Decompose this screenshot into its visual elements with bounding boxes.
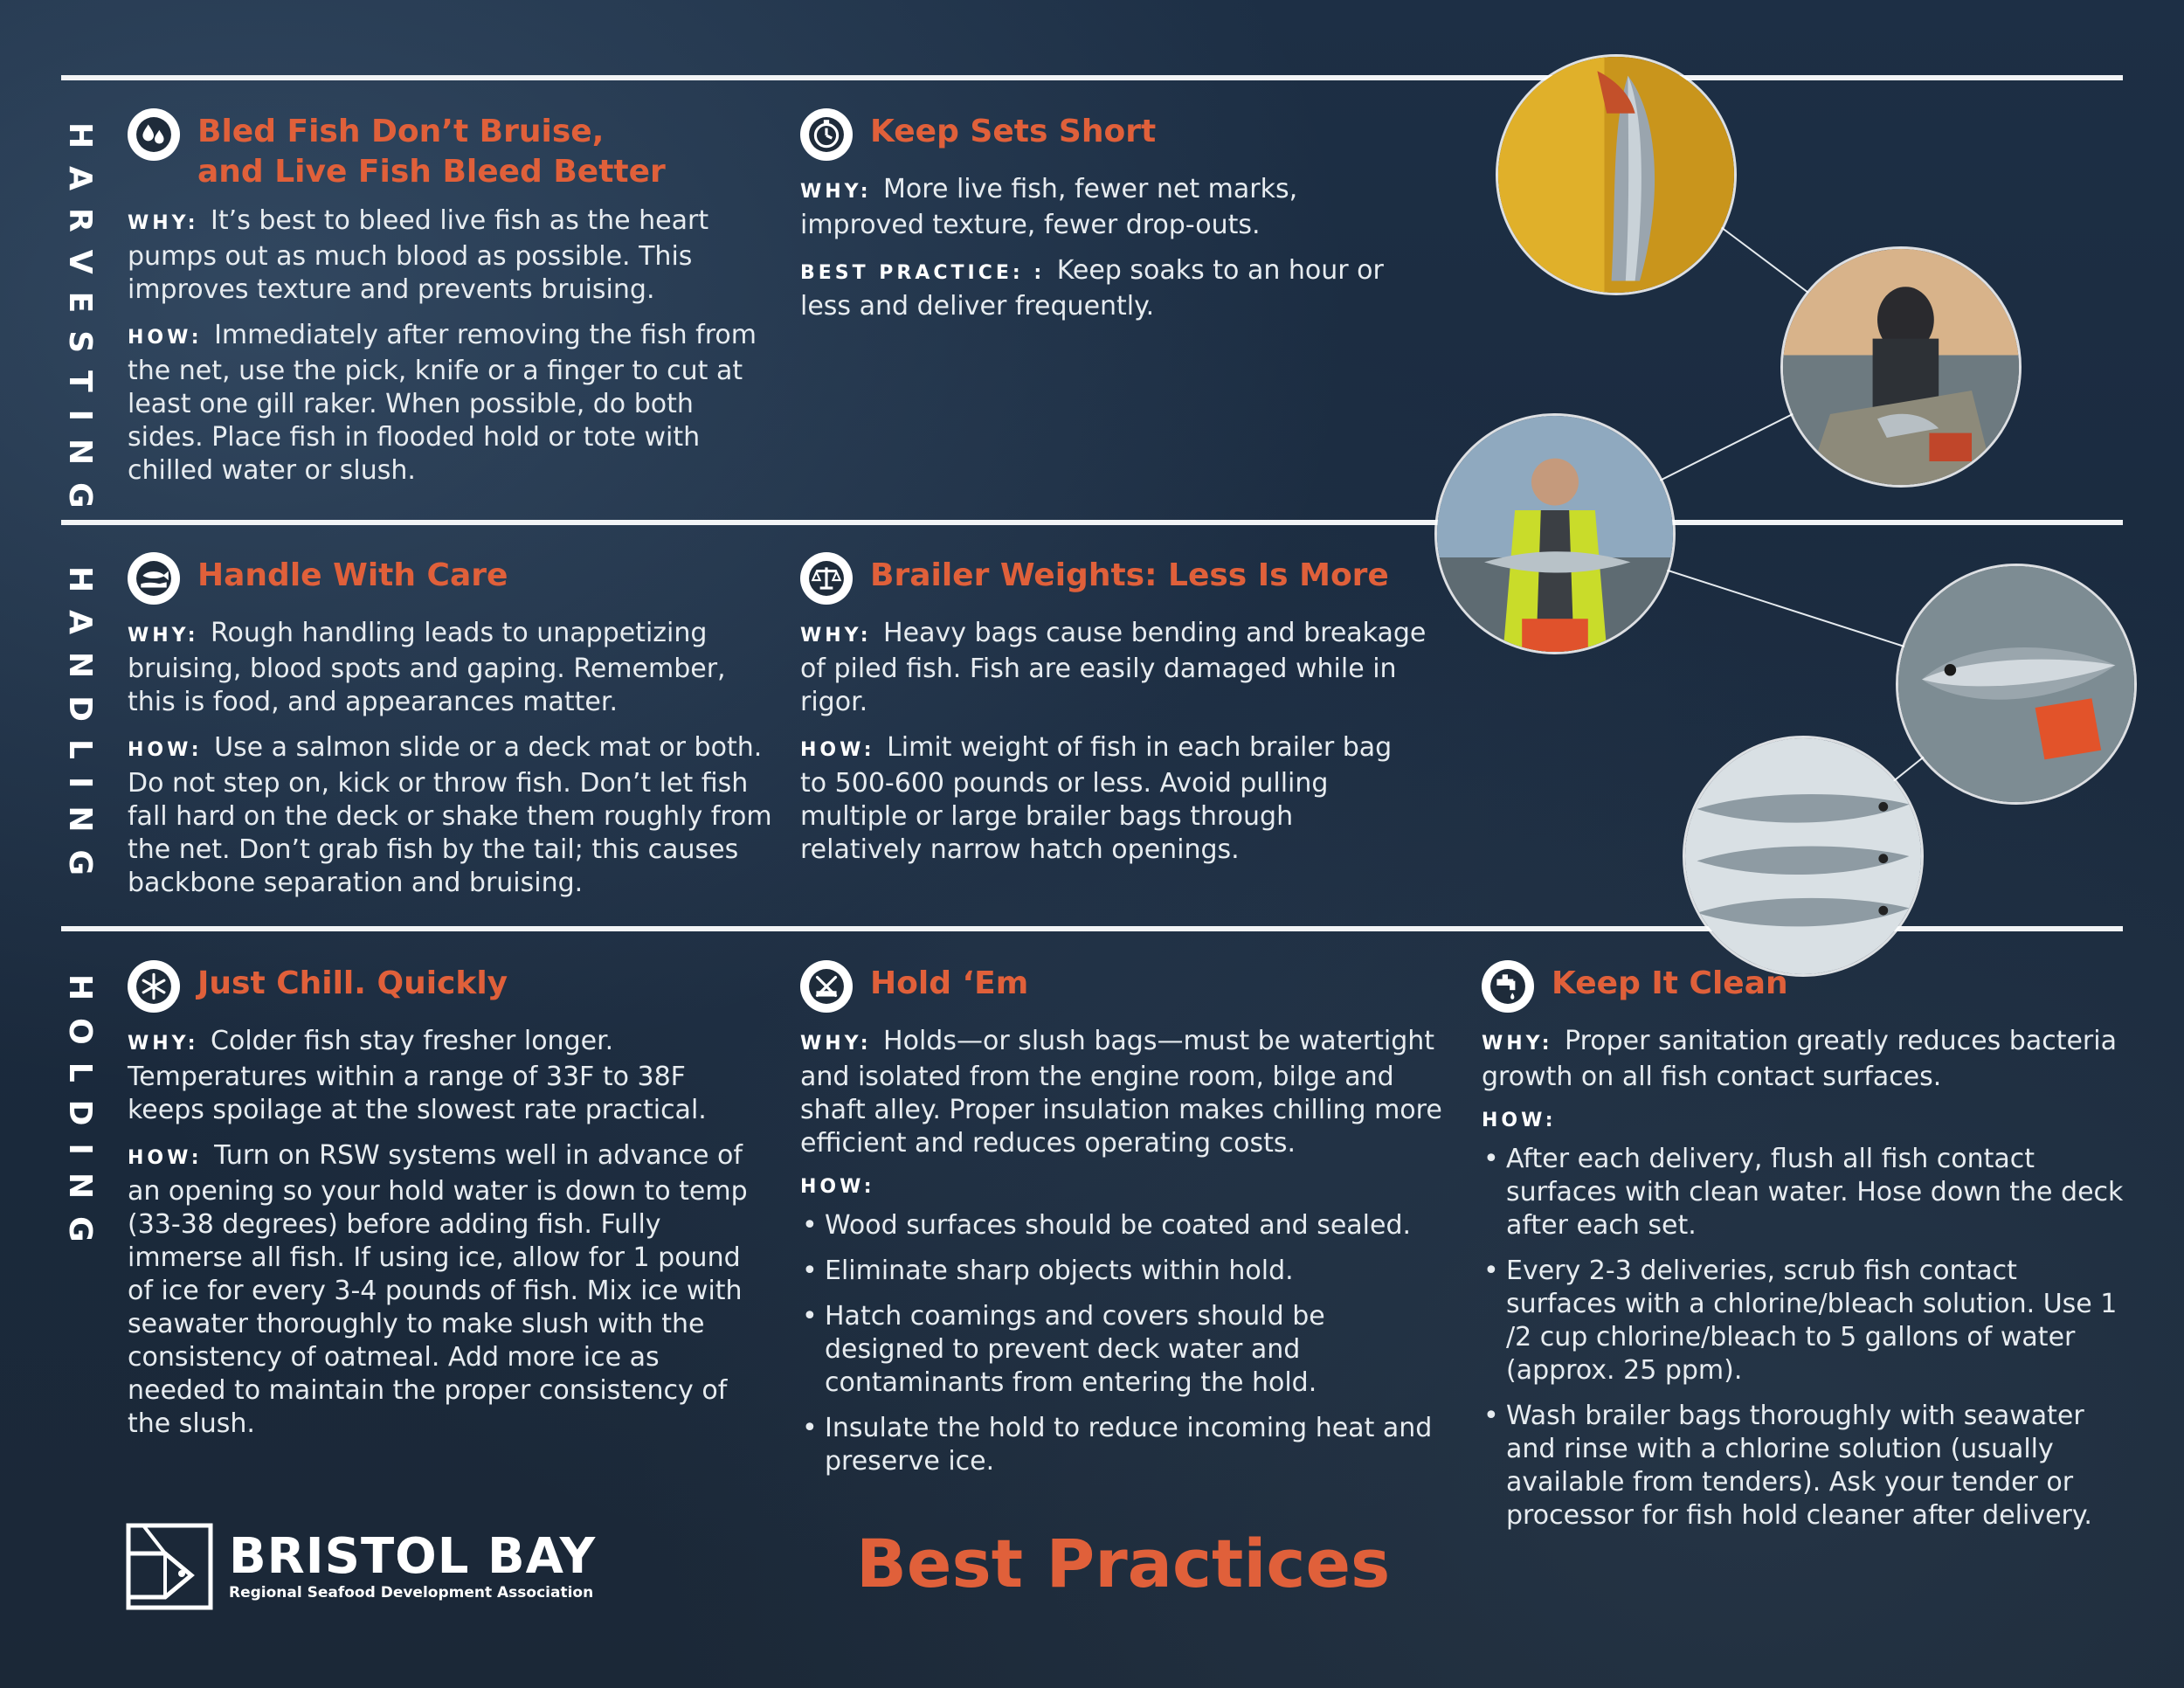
list-item: • Eliminate sharp objects within hold. xyxy=(800,1255,1447,1288)
best-practice-label: BEST PRACTICE: : xyxy=(800,262,1046,284)
handle-with-care-why xyxy=(128,617,774,719)
keep-sets-short-why xyxy=(800,173,1429,242)
hold-em-how-label: HOW: xyxy=(800,1176,875,1198)
brailer-weights-title: Brailer Weights: Less Is More xyxy=(870,557,1389,593)
hold-em-block xyxy=(800,964,1447,1491)
bled-fish-block xyxy=(128,112,774,488)
brailer-weights-block xyxy=(800,556,1447,867)
handle-with-care-how xyxy=(128,731,774,900)
section-label-holding: HOLDING xyxy=(62,974,98,1260)
brailer-weights-why-text: Heavy bags cause bending and breakage of piled fish. Fish are easily damaged while in rigor. xyxy=(800,618,1427,717)
keep-it-clean-list xyxy=(1482,1143,2128,1532)
why-label: WHY: xyxy=(1482,1033,1553,1055)
hand-fish-icon xyxy=(128,552,180,605)
handle-with-care-block xyxy=(128,556,774,900)
handle-with-care-how-text: Use a salmon slide or a deck mat or both. Do not step on, kick or throw fish. Don’t let fish fall hard on the deck or shake them roughly from the net. Don’t grab fish by the tail; this causes backbone separation and bruising. xyxy=(128,732,772,898)
keep-it-clean-how-label: HOW: xyxy=(1482,1110,1557,1131)
list-item: • After each delivery, flush all fish contact surfaces with clean water. Hose down the deck after each set. xyxy=(1482,1143,2128,1242)
how-label: HOW: xyxy=(128,327,203,349)
hold-em-list xyxy=(800,1209,1447,1478)
why-label: WHY: xyxy=(128,212,199,234)
bled-fish-title-line1: Bled Fish Don’t Bruise, xyxy=(197,114,605,149)
faucet-icon xyxy=(1482,960,1534,1013)
keep-sets-short-best xyxy=(800,254,1429,323)
keep-it-clean-block xyxy=(1482,964,2128,1545)
brailer-weights-how xyxy=(800,731,1394,867)
bled-fish-why-text: It’s best to bleed live fish as the heart pumps out as much blood as possible. This improves texture and prevents bruising. xyxy=(128,205,709,305)
list-item: • Wash brailer bags thoroughly with seawater and rinse with a chlorine solution (usually available from tenders). Ask your tender or processor for fish hold cleaner after delivery. xyxy=(1482,1400,2128,1532)
list-item: • Insulate the hold to reduce incoming heat and preserve ice. xyxy=(800,1412,1447,1478)
stopwatch-icon xyxy=(800,108,853,161)
keep-sets-short-why-text: More live fish, fewer net marks, improved texture, fewer drop-outs. xyxy=(800,174,1298,240)
bristol-bay-logo xyxy=(126,1523,596,1610)
photo-gloved-hand-salmon xyxy=(1896,564,2137,805)
bristol-bay-logo-mark xyxy=(126,1523,213,1610)
just-chill-block xyxy=(128,964,757,1441)
snowflake-icon xyxy=(128,960,180,1013)
just-chill-why xyxy=(128,1025,757,1127)
logo-name: BRISTOL BAY xyxy=(229,1528,597,1585)
keep-sets-short-block xyxy=(800,112,1429,323)
section-label-harvesting: HARVESTING xyxy=(62,122,98,526)
just-chill-title: Just Chill. Quickly xyxy=(197,965,508,1001)
photo-woman-holding-salmon xyxy=(1434,413,1676,654)
just-chill-how xyxy=(128,1139,757,1441)
just-chill-how-text: Turn on RSW systems well in advance of an opening so your hold water is down to temp (33-38 degrees) before adding fish. Fully immerse all fish. If using ice, allow for 1 pound of ice for every 3-4 pounds of fish. Mix ice with seawater thoroughly to make slush with the consistency of oatmeal. Add more ice as needed to maintain the proper consistency of the slush. xyxy=(128,1140,748,1439)
brailer-weights-why xyxy=(800,617,1447,719)
blood-drops-icon xyxy=(128,108,180,161)
why-label: WHY: xyxy=(128,625,199,647)
hold-em-title: Hold ‘Em xyxy=(870,965,1029,1001)
handle-with-care-why-text: Rough handling leads to unappetizing bruising, blood spots and gaping. Remember, this is food, and appearances matter. xyxy=(128,618,726,717)
best-practices-title: Best Practices xyxy=(856,1525,1391,1602)
why-label: WHY: xyxy=(800,625,872,647)
photo-hand-holding-salmon xyxy=(1496,54,1737,295)
just-chill-why-text: Colder fish stay fresher longer. Temperatures within a range of 33F to 38F keeps spoilage at the slowest rate practical. xyxy=(128,1026,707,1125)
brailer-weights-how-text: Limit weight of fish in each brailer bag to 500-600 pounds or less. Avoid pulling multiple or large brailer bags through relatively narrow hatch openings. xyxy=(800,732,1393,865)
why-label: WHY: xyxy=(800,181,872,203)
hold-tools-icon xyxy=(800,960,853,1013)
why-label: WHY: xyxy=(128,1033,199,1055)
divider-middle xyxy=(61,520,2123,525)
photo-salmon-on-ice xyxy=(1683,736,1924,977)
list-item: • Every 2-3 deliveries, scrub fish contact surfaces with a chlorine/bleach solution. Use 1 /2 cup chlorine/bleach to 5 gallons of water (approx. 25 ppm). xyxy=(1482,1255,2128,1387)
keep-it-clean-title: Keep It Clean xyxy=(1552,965,1788,1001)
list-item: • Wood surfaces should be coated and sealed. xyxy=(800,1209,1447,1242)
photo-fisherman-net xyxy=(1780,246,2022,488)
how-label: HOW: xyxy=(128,739,203,761)
bled-fish-why xyxy=(128,204,774,307)
bled-fish-how-text: Immediately after removing the fish from the net, use the pick, knife or a finger to cut at least one gill raker. When possible, do both sides. Place fish in flooded hold or tote with chilled water or slush. xyxy=(128,320,757,486)
keep-it-clean-why xyxy=(1482,1025,2128,1094)
keep-sets-short-title: Keep Sets Short xyxy=(870,114,1157,149)
bled-fish-title-line2: and Live Fish Bleed Better xyxy=(197,154,666,190)
bled-fish-how xyxy=(128,319,774,488)
divider-top xyxy=(61,75,2123,80)
why-label: WHY: xyxy=(800,1033,872,1055)
how-label: HOW: xyxy=(128,1147,203,1169)
hold-em-why-text: Holds—or slush bags—must be watertight and isolated from the engine room, bilge and shaft alley. Proper insulation makes chilling more efficient and reduces operating costs. xyxy=(800,1026,1442,1159)
handle-with-care-title: Handle With Care xyxy=(197,557,508,593)
hold-em-why xyxy=(800,1025,1447,1160)
section-label-handling: HANDLING xyxy=(62,566,98,894)
keep-it-clean-why-text: Proper sanitation greatly reduces bacteria growth on all fish contact surfaces. xyxy=(1482,1026,2117,1092)
list-item: • Hatch coamings and covers should be designed to prevent deck water and contaminants from entering the hold. xyxy=(800,1300,1447,1400)
logo-subtitle: Regional Seafood Development Association xyxy=(229,1584,594,1602)
scale-icon xyxy=(800,552,853,605)
how-label: HOW: xyxy=(800,739,875,761)
keep-sets-short-best-text: Keep soaks to an hour or less and deliver frequently. xyxy=(800,255,1384,322)
